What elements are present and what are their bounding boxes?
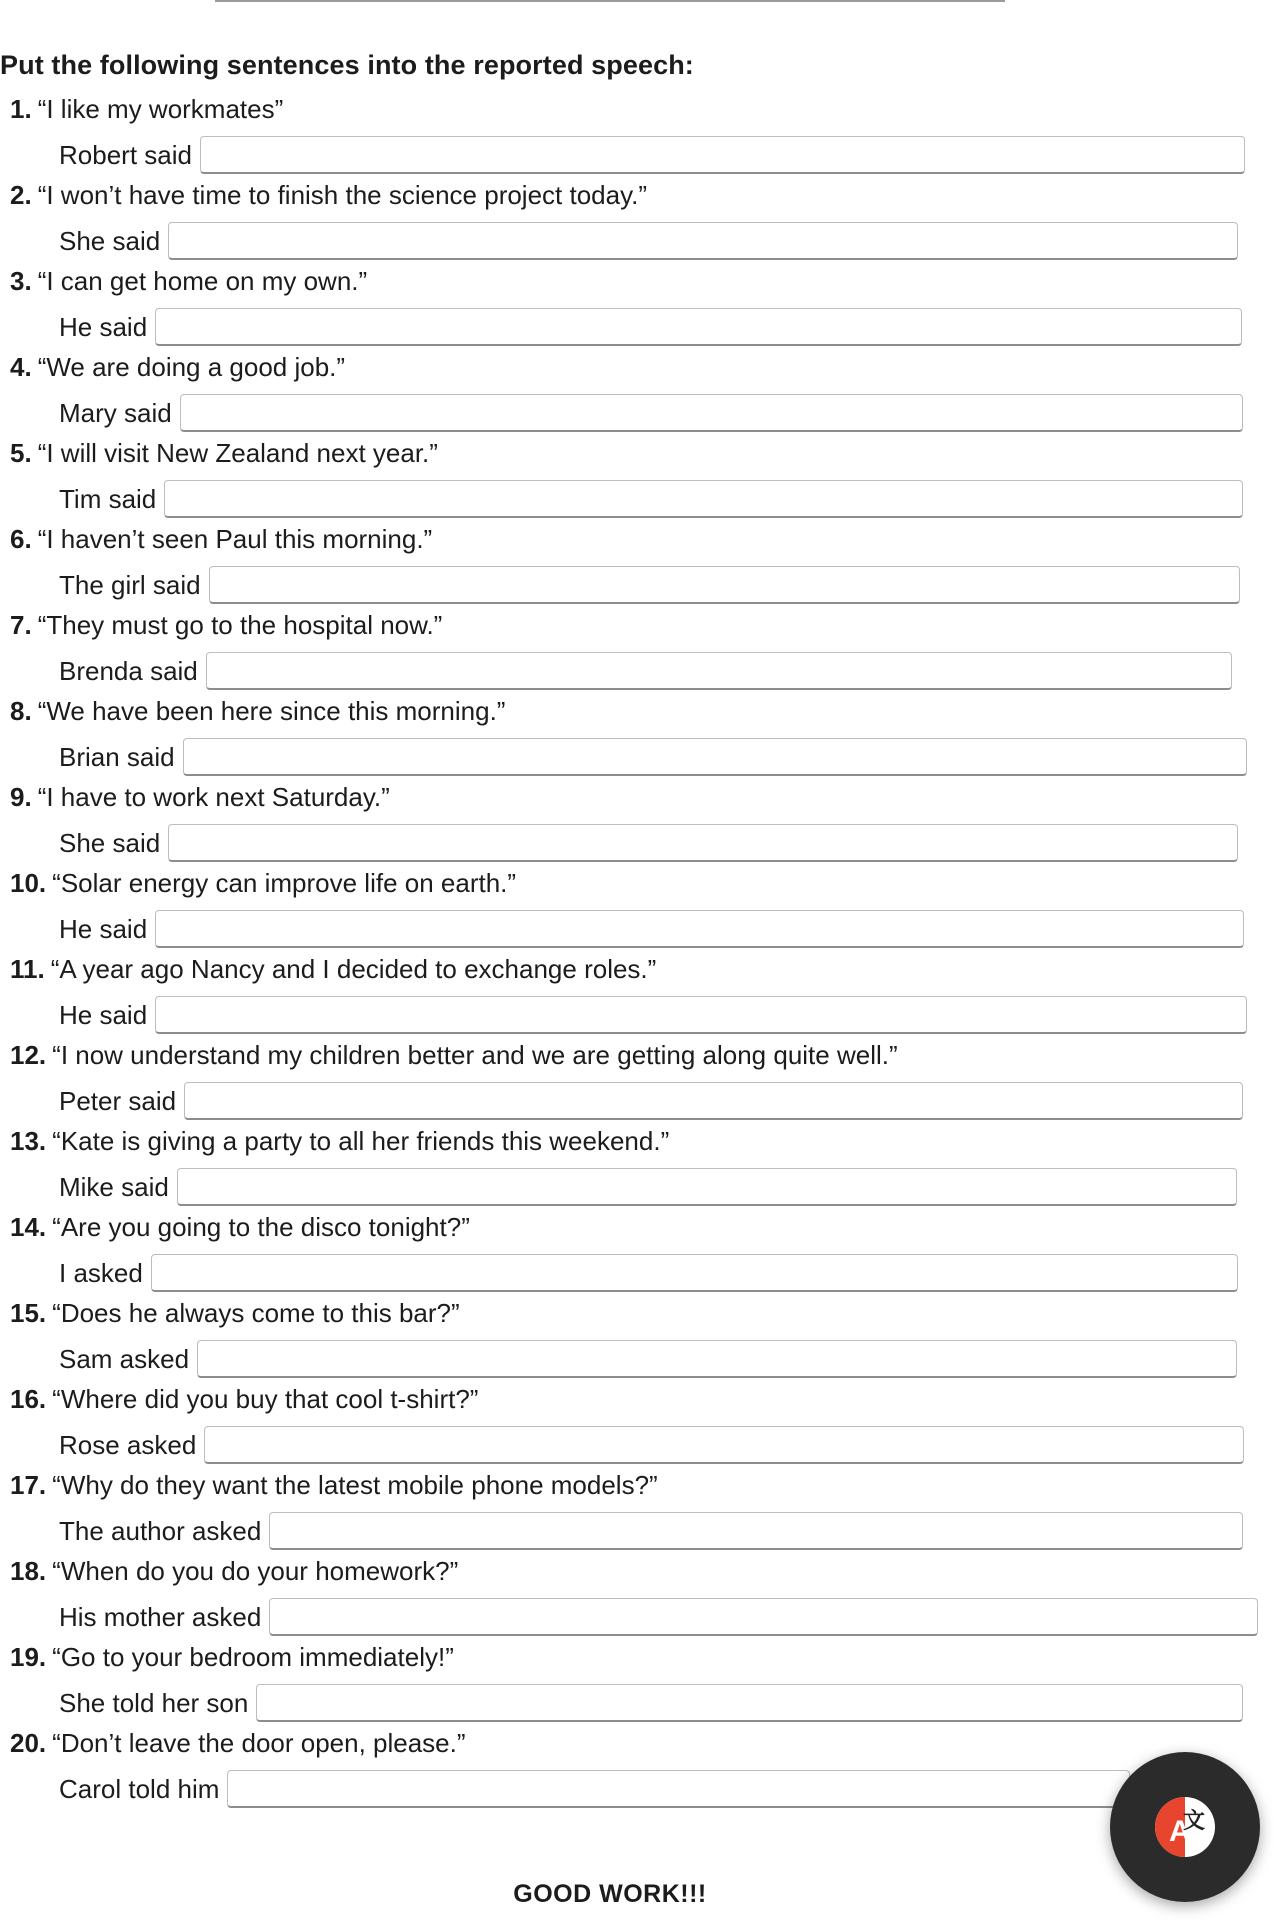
question-item [0, 178, 1287, 264]
question-item [0, 608, 1287, 694]
answer-line [59, 737, 1247, 777]
question-item [0, 1038, 1287, 1124]
question-line [10, 1382, 478, 1416]
question-line [10, 866, 516, 900]
answer-field[interactable] [256, 1684, 1243, 1722]
question-number: 9. [10, 782, 32, 812]
svg-text:文: 文 [1183, 1809, 1206, 1834]
question-number: 11. [10, 954, 45, 984]
question-quote: “A year ago Nancy and I decided to exchange roles.” [50, 954, 657, 984]
question-quote: “Does he always come to this bar?” [52, 1298, 460, 1328]
footer-text: GOOD WORK!!! [513, 1880, 707, 1908]
question-line [10, 694, 505, 728]
question-item [0, 1554, 1287, 1640]
answer-prompt: I asked [59, 1258, 143, 1288]
question-quote: “Where did you buy that cool t-shirt?” [52, 1384, 479, 1414]
question-item [0, 1296, 1287, 1382]
question-number: 1. [10, 94, 32, 124]
answer-prompt: Tim said [59, 484, 157, 514]
answer-field[interactable] [197, 1340, 1237, 1378]
question-number: 8. [10, 696, 32, 726]
answer-line [59, 1167, 1237, 1207]
question-line [10, 780, 390, 814]
question-number: 7. [10, 610, 32, 640]
question-item [0, 1640, 1287, 1726]
question-quote: “I now understand my children better and we are getting along quite well.” [52, 1040, 898, 1070]
answer-field[interactable] [151, 1254, 1238, 1292]
answer-field[interactable] [168, 824, 1238, 862]
answer-prompt: Brian said [59, 742, 175, 772]
answer-field[interactable] [269, 1512, 1243, 1550]
answer-line [59, 1769, 1130, 1809]
question-number: 12. [10, 1040, 47, 1070]
answer-field[interactable] [204, 1426, 1244, 1464]
question-line [10, 1210, 470, 1244]
question-quote: “I can get home on my own.” [37, 266, 368, 296]
question-line [10, 1038, 898, 1072]
question-quote: “Kate is giving a party to all her friends this weekend.” [52, 1126, 670, 1156]
question-quote: “They must go to the hospital now.” [37, 610, 443, 640]
question-item [0, 92, 1287, 178]
question-quote: “I like my workmates” [37, 94, 284, 124]
question-quote: “I won’t have time to finish the science project today.” [37, 180, 648, 210]
answer-prompt: He said [59, 1000, 148, 1030]
question-quote: “I have to work next Saturday.” [37, 782, 390, 812]
question-item [0, 522, 1287, 608]
question-item [0, 1382, 1287, 1468]
answer-line [59, 307, 1242, 347]
question-item [0, 780, 1287, 866]
answer-field[interactable] [164, 480, 1243, 518]
question-quote: “Don’t leave the door open, please.” [52, 1728, 466, 1758]
answer-field[interactable] [177, 1168, 1237, 1206]
question-number: 20. [10, 1728, 47, 1758]
worksheet-title: Put the following sentences into the reported speech: [0, 50, 694, 80]
answer-line [59, 1081, 1243, 1121]
question-number: 14. [10, 1212, 47, 1242]
question-quote: “When do you do your homework?” [52, 1556, 459, 1586]
answer-line [59, 1683, 1243, 1723]
translate-button[interactable] [1110, 1752, 1260, 1902]
answer-field[interactable] [155, 910, 1244, 948]
question-line [10, 1554, 458, 1588]
answer-line [59, 651, 1232, 691]
question-item [0, 264, 1287, 350]
question-line [10, 178, 647, 212]
question-number: 6. [10, 524, 32, 554]
question-line [10, 608, 442, 642]
question-line [10, 952, 656, 986]
answer-line [59, 479, 1243, 519]
answer-prompt: She said [59, 828, 161, 858]
question-number: 5. [10, 438, 32, 468]
question-number: 10. [10, 868, 47, 898]
answer-line [59, 1597, 1258, 1637]
answer-prompt: Rose asked [59, 1430, 197, 1460]
answer-prompt: Mike said [59, 1172, 169, 1202]
answer-prompt: He said [59, 312, 148, 342]
answer-prompt: He said [59, 914, 148, 944]
question-quote: “I haven’t seen Paul this morning.” [37, 524, 433, 554]
answer-field[interactable] [227, 1770, 1130, 1808]
question-number: 15. [10, 1298, 47, 1328]
question-quote: “I will visit New Zealand next year.” [37, 438, 438, 468]
question-line [10, 1640, 454, 1674]
answer-field[interactable] [206, 652, 1232, 690]
top-divider [215, 0, 1005, 2]
svg-text:A: A [1169, 1815, 1191, 1848]
answer-prompt: Peter said [59, 1086, 177, 1116]
answer-line [59, 393, 1243, 433]
question-item [0, 1468, 1287, 1554]
question-line [10, 264, 367, 298]
question-number: 2. [10, 180, 32, 210]
answer-field[interactable] [183, 738, 1247, 776]
question-item [0, 1124, 1287, 1210]
answer-field[interactable] [180, 394, 1243, 432]
answer-field[interactable] [155, 996, 1247, 1034]
answer-line [59, 135, 1245, 175]
question-quote: “We have been here since this morning.” [37, 696, 506, 726]
answer-prompt: The author asked [59, 1516, 262, 1546]
answer-field[interactable] [200, 136, 1245, 174]
question-quote: “Solar energy can improve life on earth.” [52, 868, 517, 898]
answer-prompt: She told her son [59, 1688, 249, 1718]
answer-prompt: The girl said [59, 570, 201, 600]
question-line [10, 350, 345, 384]
question-line [10, 1726, 466, 1760]
answer-line [59, 1511, 1243, 1551]
question-line [10, 1296, 460, 1330]
question-number: 18. [10, 1556, 47, 1586]
answer-prompt: Carol told him [59, 1774, 220, 1804]
question-quote: “Go to your bedroom immediately!” [52, 1642, 454, 1672]
question-line [10, 436, 438, 470]
question-item [0, 1726, 1287, 1812]
question-item [0, 350, 1287, 436]
answer-prompt: Sam asked [59, 1344, 190, 1374]
question-item [0, 866, 1287, 952]
question-number: 13. [10, 1126, 47, 1156]
answer-line [59, 823, 1238, 863]
question-quote: “Are you going to the disco tonight?” [52, 1212, 470, 1242]
question-line [10, 92, 283, 126]
answer-field[interactable] [269, 1598, 1258, 1636]
question-item [0, 1210, 1287, 1296]
answer-line [59, 221, 1238, 261]
answer-field[interactable] [168, 222, 1238, 260]
question-number: 17. [10, 1470, 47, 1500]
answer-line [59, 565, 1240, 605]
question-quote: “Why do they want the latest mobile phone models?” [52, 1470, 658, 1500]
answer-line [59, 995, 1247, 1035]
question-number: 4. [10, 352, 32, 382]
question-number: 3. [10, 266, 32, 296]
answer-prompt: Brenda said [59, 656, 198, 686]
question-list [0, 92, 1287, 1812]
question-line [10, 1124, 669, 1158]
answer-line [59, 1253, 1238, 1293]
answer-prompt: Mary said [59, 398, 172, 428]
answer-field[interactable] [184, 1082, 1243, 1120]
answer-prompt: His mother asked [59, 1602, 262, 1632]
answer-field[interactable] [155, 308, 1242, 346]
translate-icon [1150, 1792, 1220, 1862]
answer-line [59, 1339, 1237, 1379]
question-item [0, 694, 1287, 780]
question-line [10, 522, 432, 556]
question-item [0, 952, 1287, 1038]
question-number: 19. [10, 1642, 47, 1672]
question-line [10, 1468, 658, 1502]
question-number: 16. [10, 1384, 47, 1414]
answer-line [59, 1425, 1244, 1465]
answer-line [59, 909, 1244, 949]
answer-field[interactable] [209, 566, 1240, 604]
question-item [0, 436, 1287, 522]
answer-prompt: Robert said [59, 140, 192, 170]
question-quote: “We are doing a good job.” [37, 352, 346, 382]
answer-prompt: She said [59, 226, 161, 256]
